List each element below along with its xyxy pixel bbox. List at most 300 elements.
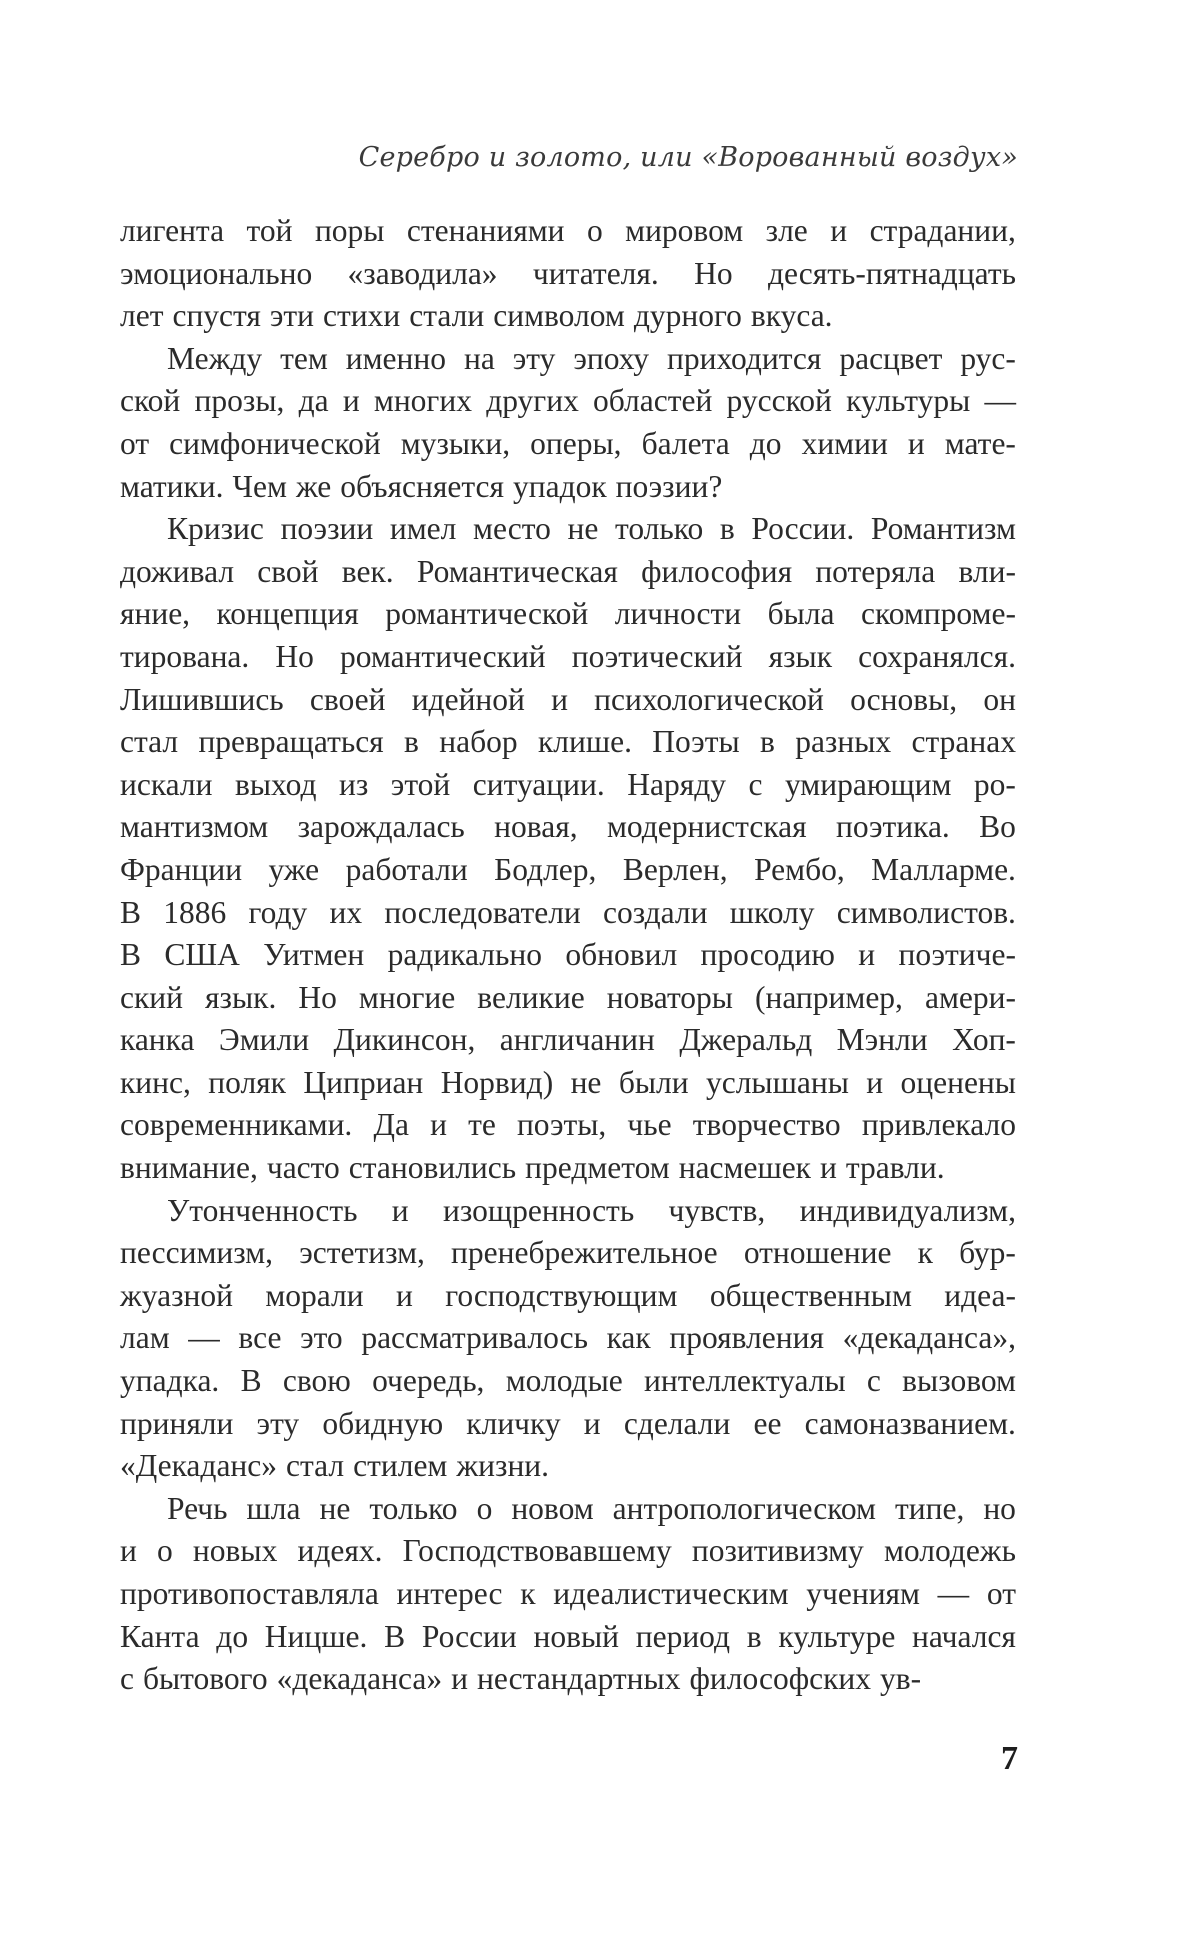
word: язык.: [205, 979, 277, 1015]
word: году: [248, 894, 308, 930]
text-line: [120, 210, 1016, 253]
word: Романтизм: [870, 511, 1016, 547]
word: жизни.: [456, 1448, 550, 1484]
word: —: [188, 1320, 220, 1356]
word: прозы,: [194, 383, 285, 419]
word: поэтиче-: [898, 937, 1016, 973]
word: рус-: [960, 340, 1016, 376]
paragraph: [120, 1190, 1016, 1488]
word: создали: [603, 894, 708, 930]
word: (например,: [755, 979, 903, 1015]
word: «декаданса»,: [842, 1320, 1016, 1356]
word: стал: [286, 1448, 345, 1484]
word: внимание,: [120, 1150, 258, 1186]
text-line: [120, 295, 1016, 338]
word: упадка.: [120, 1363, 220, 1399]
word: общественным: [709, 1277, 912, 1313]
word: имел: [389, 511, 457, 547]
paragraph: [120, 210, 1016, 338]
word: Ницше.: [264, 1618, 368, 1654]
word: мате-: [944, 425, 1016, 461]
word: эмоционально: [120, 255, 313, 291]
word: ро-: [973, 766, 1016, 802]
word: просодию: [700, 937, 835, 973]
word: до: [749, 425, 782, 461]
word: обидную: [322, 1405, 444, 1441]
word: свой: [257, 553, 319, 589]
word: Хоп-: [952, 1022, 1016, 1058]
word: творчество: [692, 1107, 841, 1143]
word: чье: [627, 1107, 672, 1143]
word: балета: [641, 425, 730, 461]
word: с: [866, 1363, 881, 1399]
word: «декаданса»: [276, 1661, 443, 1697]
word: приходится: [667, 340, 822, 376]
word: объясняется: [340, 468, 504, 504]
word: символом: [493, 298, 625, 334]
word: вызовом: [902, 1363, 1016, 1399]
word: дурного: [633, 298, 742, 334]
word: страдании,: [869, 213, 1016, 248]
word: предметом: [525, 1150, 670, 1186]
word: чувств,: [668, 1192, 766, 1228]
word: поэзии?: [615, 468, 723, 504]
word: современниками.: [120, 1107, 353, 1143]
word: расцвет: [839, 340, 943, 376]
word: зарождалась: [297, 809, 465, 845]
word: Норвид): [440, 1064, 554, 1100]
word: изощренность: [442, 1192, 635, 1228]
word: спустя: [172, 298, 261, 334]
word: новых: [192, 1533, 278, 1569]
word: обновил: [565, 937, 678, 973]
word: России.: [751, 511, 855, 547]
word: и: [830, 213, 848, 248]
word: не: [319, 1490, 351, 1526]
word: психологической: [594, 681, 824, 717]
text-line: [120, 1147, 1016, 1190]
word: типе,: [894, 1490, 965, 1526]
word: были: [618, 1064, 689, 1100]
word: в: [404, 724, 419, 760]
word: новаторы: [606, 979, 733, 1015]
word: эти: [269, 298, 315, 334]
word: о: [157, 1533, 173, 1569]
word: симфонической: [169, 425, 381, 461]
word: и: [583, 1405, 601, 1441]
word: именно: [345, 340, 446, 376]
word: ской: [120, 383, 181, 419]
word: разных: [795, 724, 892, 760]
text-line: [120, 1488, 1016, 1531]
word: Речь: [167, 1490, 228, 1526]
word: идейной: [411, 681, 525, 717]
word: русской: [726, 383, 832, 419]
word: клише.: [537, 724, 632, 760]
word: проявления: [669, 1320, 824, 1356]
word: и: [866, 1064, 884, 1100]
word: Кризис: [167, 511, 264, 547]
word: матики.: [120, 468, 224, 504]
text-line: [120, 1573, 1016, 1616]
word: культуре: [778, 1618, 896, 1654]
word: Поэты: [652, 724, 740, 760]
word: десять-пятнадцать: [767, 255, 1016, 291]
word: и: [907, 425, 925, 461]
word: интеллектуалы: [644, 1363, 846, 1399]
word: музыки,: [400, 425, 511, 461]
text-line: [120, 593, 1016, 636]
word: работали: [345, 851, 468, 887]
word: поляк: [208, 1064, 286, 1100]
word: читателя.: [532, 255, 659, 291]
word: бур-: [959, 1235, 1016, 1271]
word: услышаны: [705, 1064, 849, 1100]
word: к: [917, 1235, 933, 1271]
word: англичанин: [499, 1022, 655, 1058]
text-line: [120, 1658, 1016, 1701]
word: поэтический: [571, 638, 743, 674]
word: приняли: [120, 1405, 234, 1441]
text-line: [120, 806, 1016, 849]
word: те: [468, 1107, 496, 1143]
word: и: [551, 681, 568, 717]
word: эту: [512, 340, 556, 376]
word: морали: [265, 1277, 364, 1313]
word: свою: [282, 1363, 351, 1399]
word: стенаниями: [406, 213, 565, 248]
text-line: [120, 1019, 1016, 1062]
word: выход: [235, 766, 317, 802]
word: в: [746, 1618, 762, 1654]
word: канка: [120, 1022, 195, 1058]
word: Циприан: [303, 1064, 424, 1100]
text-line: [120, 977, 1016, 1020]
word: странах: [911, 724, 1016, 760]
word: поры: [314, 213, 385, 248]
word: с: [748, 766, 763, 802]
text-line: [120, 1530, 1016, 1573]
text-line: [120, 1616, 1016, 1659]
word: зле: [765, 213, 808, 248]
word: Да: [373, 1107, 409, 1143]
word: и: [430, 1107, 447, 1143]
text-line: [120, 1062, 1016, 1105]
word: символистов.: [836, 894, 1016, 930]
word: Но: [298, 979, 337, 1015]
word: стал: [120, 724, 179, 760]
word: все: [238, 1320, 282, 1356]
word: самоназванием.: [804, 1405, 1016, 1441]
word: ув-: [880, 1661, 922, 1697]
word: язык: [768, 638, 833, 674]
word: школу: [729, 894, 815, 930]
word: Романтическая: [416, 553, 618, 589]
word: тем: [280, 340, 328, 376]
word: В: [384, 1618, 406, 1654]
word: Канта: [120, 1618, 200, 1654]
word: становились: [348, 1150, 517, 1186]
word: вкуса.: [750, 298, 833, 334]
word: Во: [979, 809, 1016, 845]
word: сделали: [623, 1405, 731, 1441]
word: же: [295, 468, 332, 504]
word: лет: [120, 298, 164, 334]
word: и: [858, 937, 876, 973]
word: молодежь: [883, 1533, 1016, 1569]
word: да: [298, 383, 329, 419]
word: той: [246, 213, 293, 248]
text-line: [120, 253, 1016, 296]
word: новая,: [494, 809, 578, 845]
text-line: [120, 849, 1016, 892]
word: поэзии: [280, 511, 374, 547]
word: Чем: [232, 468, 287, 504]
text-line: [120, 892, 1016, 935]
word: стихи: [323, 298, 401, 334]
word: умирающим: [784, 766, 952, 802]
text-line: [120, 1190, 1016, 1233]
word: многие: [358, 979, 456, 1015]
word: набор: [439, 724, 518, 760]
word: не: [570, 1064, 602, 1100]
word: В: [240, 1363, 262, 1399]
word: до: [216, 1618, 249, 1654]
body-text: [120, 210, 1016, 1701]
text-line: [120, 508, 1016, 551]
word: антропологическом: [612, 1490, 876, 1526]
word: Наряду: [627, 766, 726, 802]
word: начался: [912, 1618, 1016, 1654]
text-line: [120, 1445, 1016, 1488]
word: Но: [275, 638, 314, 674]
word: пренебрежительное: [451, 1235, 718, 1271]
text-line: [120, 1317, 1016, 1360]
word: рассматривалось: [361, 1320, 588, 1356]
word: это: [300, 1320, 343, 1356]
word: идеях.: [297, 1533, 383, 1569]
word: и: [451, 1661, 468, 1697]
text-line: [120, 466, 1016, 509]
paragraph: [120, 338, 1016, 508]
word: он: [983, 681, 1016, 717]
word: травли.: [845, 1150, 945, 1186]
word: эстетизм,: [299, 1235, 425, 1271]
word: не: [567, 511, 599, 547]
word: эпоху: [573, 340, 650, 376]
word: упадок: [512, 468, 607, 504]
word: позитивизму: [691, 1533, 864, 1569]
word: оперы,: [530, 425, 622, 461]
word: очередь,: [372, 1363, 485, 1399]
word: и: [391, 1192, 409, 1228]
word: новый: [533, 1618, 620, 1654]
word: США: [164, 937, 240, 973]
text-line: [120, 934, 1016, 977]
word: Эмили: [218, 1022, 310, 1058]
word: новом: [511, 1490, 594, 1526]
word: «Декаданс»: [120, 1448, 278, 1484]
word: ситуации.: [472, 766, 605, 802]
text-line: [120, 636, 1016, 679]
word: В: [120, 894, 142, 930]
text-line: [120, 1403, 1016, 1446]
word: и: [120, 1533, 137, 1569]
text-line: [120, 721, 1016, 764]
text-line: [120, 1104, 1016, 1147]
word: доживал: [120, 553, 235, 589]
page-number: 7: [1001, 1740, 1018, 1777]
word: последователи: [384, 894, 581, 930]
word: уже: [268, 851, 320, 887]
word: интерес: [396, 1576, 503, 1611]
text-line: [120, 1275, 1016, 1318]
word: насмешек: [678, 1150, 811, 1186]
word: этой: [390, 766, 451, 802]
word: учениям: [806, 1576, 920, 1611]
word: противопоставляла: [120, 1576, 379, 1611]
word: Утонченность: [167, 1192, 358, 1228]
word: радикально: [387, 937, 542, 973]
word: сохранялся.: [858, 638, 1016, 674]
word: основы,: [850, 681, 958, 717]
word: и: [342, 383, 360, 419]
word: из: [338, 766, 369, 802]
word: в: [759, 724, 775, 760]
text-line: [120, 679, 1016, 722]
word: и: [819, 1150, 837, 1186]
word: к: [520, 1576, 536, 1611]
word: концепция: [216, 596, 359, 632]
word: о: [586, 213, 603, 248]
word: многих: [373, 383, 472, 419]
paragraph: [120, 508, 1016, 1190]
word: о: [476, 1490, 493, 1526]
word: великие: [477, 979, 585, 1015]
word: культуры: [846, 383, 971, 419]
word: поэты,: [516, 1107, 607, 1143]
word: кличку: [466, 1405, 561, 1441]
word: своей: [309, 681, 386, 717]
word: Джеральд: [679, 1022, 813, 1058]
word: индивидуализм,: [799, 1192, 1016, 1228]
word: Уитмен: [263, 937, 365, 973]
word: химии: [801, 425, 888, 461]
word: Малларме.: [871, 851, 1016, 887]
word: молодые: [505, 1363, 623, 1399]
word: лигента: [120, 213, 225, 248]
word: их: [329, 894, 363, 930]
word: мировом: [625, 213, 744, 248]
word: но: [983, 1490, 1016, 1526]
text-line: [120, 764, 1016, 807]
word: Франции: [120, 851, 243, 887]
word: Мэнли: [836, 1022, 928, 1058]
word: с: [120, 1661, 134, 1697]
word: пессимизм,: [120, 1235, 274, 1271]
word: место: [473, 511, 551, 547]
word: на: [463, 340, 495, 376]
word: скомпроме-: [861, 596, 1016, 632]
word: В: [120, 937, 142, 973]
word: Между: [167, 340, 263, 376]
word: только: [369, 1490, 458, 1526]
word: других: [486, 383, 579, 419]
word: Господствовавшему: [402, 1533, 672, 1569]
text-line: [120, 1360, 1016, 1403]
word: идеалистическим: [553, 1576, 789, 1611]
word: идеа-: [944, 1277, 1016, 1313]
word: областей: [593, 383, 713, 419]
word: господствующим: [445, 1277, 678, 1313]
text-line: [120, 338, 1016, 381]
word: лам: [120, 1320, 170, 1356]
running-header: Серебро и золото, или «Ворованный воздух»: [358, 142, 1018, 173]
word: философских: [689, 1661, 872, 1697]
word: амери-: [924, 979, 1016, 1015]
word: век.: [341, 553, 394, 589]
word: кинс,: [120, 1064, 191, 1100]
word: Верлен,: [622, 851, 728, 887]
word: оценены: [900, 1064, 1016, 1100]
word: яние,: [120, 596, 191, 632]
word: период: [635, 1618, 731, 1654]
text-line: [120, 423, 1016, 466]
word: только: [614, 511, 704, 547]
word: привлекало: [861, 1107, 1016, 1143]
word: —: [984, 383, 1016, 419]
word: Бодлер,: [494, 851, 597, 887]
word: тирована.: [120, 638, 250, 674]
text-line: [120, 1232, 1016, 1275]
word: стилем: [353, 1448, 448, 1484]
word: стали: [409, 298, 485, 334]
word: и: [396, 1277, 413, 1313]
word: как: [606, 1320, 651, 1356]
word: вли-: [958, 553, 1016, 589]
word: искали: [120, 766, 213, 802]
word: «заводила»: [347, 255, 498, 291]
word: от: [120, 425, 150, 461]
word: поэтика.: [835, 809, 950, 845]
text-line: [120, 551, 1016, 594]
word: модернистская: [606, 809, 807, 845]
word: ский: [120, 979, 183, 1015]
word: в: [719, 511, 735, 547]
word: 1886: [163, 894, 227, 930]
word: была: [767, 596, 835, 632]
word: ее: [753, 1405, 782, 1441]
word: мантизмом: [120, 809, 269, 845]
word: —: [937, 1576, 970, 1611]
word: личности: [614, 596, 742, 632]
word: философия: [641, 553, 793, 589]
paragraph: [120, 1488, 1016, 1701]
word: эту: [256, 1405, 300, 1441]
word: шла: [246, 1490, 301, 1526]
text-line: [120, 380, 1016, 423]
word: Рембо,: [754, 851, 845, 887]
word: России: [421, 1618, 517, 1654]
word: Дикинсон,: [333, 1022, 476, 1058]
word: жуазной: [120, 1277, 233, 1313]
word: Но: [694, 255, 733, 291]
word: романтической: [385, 596, 589, 632]
word: Лишившись: [120, 681, 284, 717]
word: романтический: [339, 638, 546, 674]
word: от: [986, 1576, 1016, 1611]
word: отношение: [743, 1235, 892, 1271]
